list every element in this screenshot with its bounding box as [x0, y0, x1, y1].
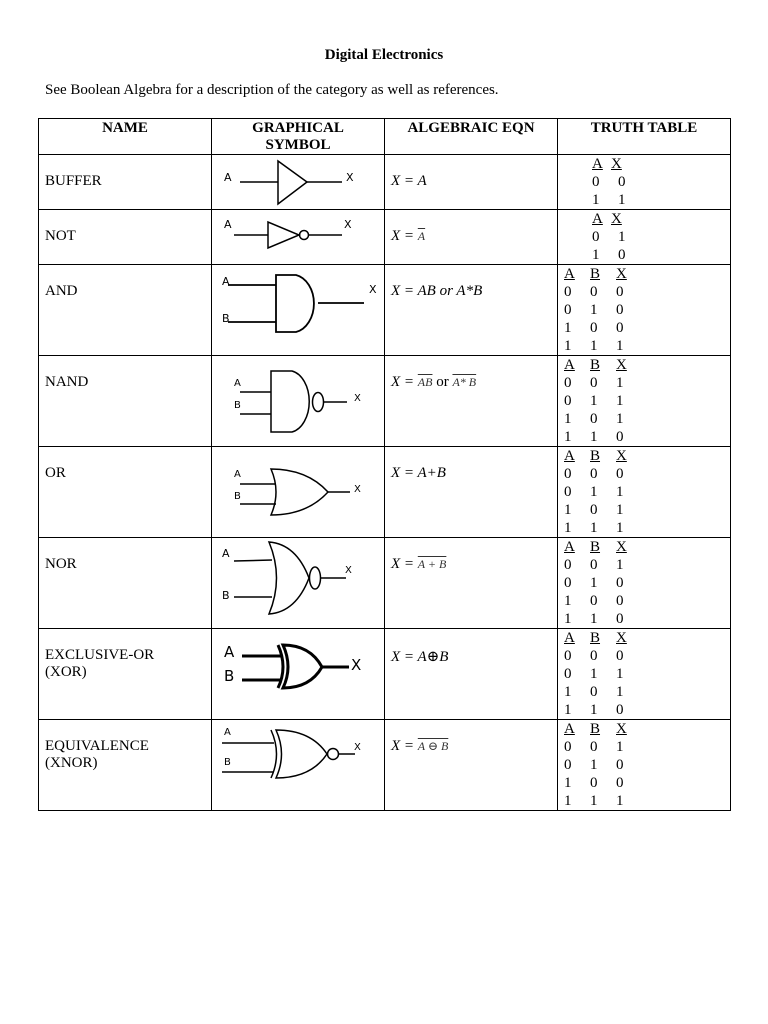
truth-table-cell — [558, 155, 731, 210]
eqn-prefix: X = — [391, 649, 418, 665]
and-gate-icon — [212, 265, 384, 355]
truth-value: 0 — [564, 575, 572, 591]
truth-table-row — [564, 738, 730, 756]
truth-value: 0 — [590, 684, 598, 700]
input-label-b: B — [234, 491, 241, 502]
truth-value: 1 — [616, 793, 624, 809]
truth-col: B — [590, 721, 601, 737]
or-gate-icon — [212, 447, 384, 537]
truth-table-cell — [558, 538, 731, 629]
truth-value: 0 — [590, 502, 598, 518]
truth-table-row — [564, 319, 730, 337]
truth-value: 1 — [590, 484, 598, 500]
truth-value: 1 — [564, 502, 572, 518]
gate-equation — [385, 447, 558, 538]
output-label-x: X — [351, 656, 362, 674]
truth-value: 0 — [564, 739, 572, 755]
truth-value: 0 — [590, 739, 598, 755]
truth-col: B — [590, 539, 601, 555]
truth-table-row — [564, 665, 730, 683]
truth-table — [564, 265, 730, 355]
intro-paragraph: See Boolean Algebra for a description of the category as well as references. — [45, 82, 499, 98]
truth-col: X — [616, 721, 627, 737]
gate-name-cell — [39, 210, 212, 265]
truth-table-header — [564, 356, 730, 374]
truth-table-row — [592, 246, 730, 264]
header-eqn: ALGEBRAIC EQN — [385, 119, 558, 155]
truth-value: 1 — [616, 666, 624, 682]
truth-value: 0 — [590, 557, 598, 573]
input-label-b: B — [224, 667, 235, 685]
truth-value: 0 — [564, 375, 572, 391]
eqn-expression: AB or A*B — [417, 283, 483, 299]
nor-gate-icon — [212, 538, 384, 627]
truth-value: 0 — [590, 466, 598, 482]
xnor-gate-icon — [212, 720, 384, 809]
input-label-a: A — [222, 547, 230, 560]
truth-value: 1 — [564, 793, 572, 809]
truth-table-cell — [558, 210, 731, 265]
truth-value: 0 — [616, 429, 624, 445]
truth-value: 1 — [590, 666, 598, 682]
truth-table-row — [564, 683, 730, 701]
truth-table-row — [564, 465, 730, 483]
truth-col: B — [590, 357, 601, 373]
truth-table-header — [564, 720, 730, 738]
gate-name: NOT — [45, 228, 76, 244]
gate-name: BUFFER — [45, 173, 102, 189]
truth-value: 0 — [590, 375, 598, 391]
gate-name-abbrev: (XNOR) — [45, 755, 98, 771]
truth-value: 0 — [590, 648, 598, 664]
truth-value: 1 — [616, 739, 624, 755]
truth-value: 0 — [616, 611, 624, 627]
input-label-a: A — [234, 469, 241, 480]
truth-value: 1 — [590, 338, 598, 354]
gate-symbol-cell — [212, 447, 385, 538]
header-symbol — [212, 119, 385, 155]
gate-symbol-cell — [212, 210, 385, 265]
input-label-b: B — [224, 757, 231, 768]
truth-value: 0 — [616, 702, 624, 718]
gate-name: NAND — [45, 374, 89, 390]
truth-col: X — [616, 357, 627, 373]
truth-value: 1 — [590, 302, 598, 318]
output-label-x: X — [354, 393, 361, 404]
table-row — [39, 629, 731, 720]
table-header-row — [39, 119, 731, 155]
truth-value: 1 — [616, 520, 624, 536]
gate-name-cell — [39, 538, 212, 629]
gate-name-cell — [39, 265, 212, 356]
truth-value: 0 — [564, 666, 572, 682]
truth-col: B — [590, 630, 601, 646]
truth-table-row — [564, 756, 730, 774]
gate-symbol-cell — [212, 356, 385, 447]
truth-value: 0 — [616, 466, 624, 482]
truth-value: 1 — [590, 702, 598, 718]
truth-table-row — [592, 228, 730, 246]
truth-table-row — [564, 556, 730, 574]
gate-name: EQUIVALENCE — [45, 738, 149, 754]
eqn-expression: A+B — [417, 465, 446, 481]
eqn-expression: A ⊖ B — [417, 739, 449, 753]
gate-name-cell — [39, 720, 212, 811]
table-row — [39, 720, 731, 811]
eqn-prefix: X = — [391, 374, 418, 390]
truth-table-row — [564, 610, 730, 628]
input-label-b: B — [234, 400, 241, 411]
truth-value: 0 — [590, 284, 598, 300]
truth-col: X — [611, 211, 622, 227]
gate-equation — [385, 155, 558, 210]
gate-name: EXCLUSIVE-OR — [45, 647, 155, 663]
truth-value: 0 — [590, 411, 598, 427]
truth-value: 0 — [590, 320, 598, 336]
output-label-x: X — [345, 565, 352, 576]
truth-value: 0 — [616, 284, 624, 300]
table-row — [39, 155, 731, 210]
truth-table-row — [564, 410, 730, 428]
truth-table-header — [592, 155, 630, 173]
truth-table-row — [564, 519, 730, 537]
truth-value: 0 — [564, 393, 572, 409]
truth-table-cell — [558, 629, 731, 720]
truth-table — [564, 210, 730, 264]
output-label-x: X — [369, 283, 377, 296]
truth-table-row — [564, 283, 730, 301]
table-row — [39, 265, 731, 356]
truth-value: 1 — [564, 338, 572, 354]
truth-value: 1 — [590, 429, 598, 445]
truth-col: B — [590, 266, 601, 282]
truth-col: A — [564, 630, 575, 646]
truth-value: 1 — [564, 411, 572, 427]
page-title: Digital Electronics — [324, 47, 444, 63]
gate-equation — [385, 356, 558, 447]
gate-symbol-cell — [212, 538, 385, 629]
truth-value: 1 — [616, 684, 624, 700]
truth-table — [564, 538, 730, 628]
eqn-prefix: X = — [391, 173, 418, 189]
gate-name-abbrev: (XOR) — [45, 664, 87, 680]
truth-value: 1 — [590, 393, 598, 409]
table-row — [39, 447, 731, 538]
input-label-a: A — [222, 275, 230, 288]
truth-value: 1 — [592, 247, 600, 263]
truth-value: 1 — [618, 229, 626, 245]
truth-table-cell — [558, 447, 731, 538]
header-symbol-line1: GRAPHICAL — [252, 120, 344, 136]
truth-table — [564, 447, 730, 537]
truth-value: 1 — [616, 393, 624, 409]
input-label-b: B — [222, 589, 230, 602]
truth-table-cell — [558, 356, 731, 447]
truth-value: 0 — [590, 593, 598, 609]
eqn-expression-alt: A* B — [452, 375, 477, 389]
logic-gates-table — [38, 118, 731, 811]
truth-table-header — [564, 265, 730, 283]
truth-table-row — [564, 374, 730, 392]
output-label-x: X — [354, 484, 361, 495]
truth-value: 0 — [564, 648, 572, 664]
truth-col: B — [590, 448, 601, 464]
truth-table-header — [564, 447, 730, 465]
truth-table — [564, 720, 730, 810]
gate-equation — [385, 210, 558, 265]
truth-table-cell — [558, 265, 731, 356]
truth-col: A — [592, 211, 603, 227]
table-row — [39, 356, 731, 447]
truth-value: 0 — [590, 775, 598, 791]
gate-name-cell — [39, 155, 212, 210]
eqn-expression: A — [417, 173, 427, 189]
truth-value: 0 — [616, 757, 624, 773]
truth-value: 0 — [564, 284, 572, 300]
truth-col: A — [564, 266, 575, 282]
eqn-prefix: X = — [391, 556, 418, 572]
gate-symbol-cell — [212, 629, 385, 720]
gate-equation — [385, 265, 558, 356]
truth-table-row — [564, 392, 730, 410]
truth-table — [564, 155, 730, 209]
truth-value: 1 — [616, 411, 624, 427]
nand-gate-icon — [212, 356, 384, 446]
truth-value: 0 — [618, 247, 626, 263]
truth-col: A — [564, 448, 575, 464]
truth-value: 0 — [564, 302, 572, 318]
truth-table-cell — [558, 720, 731, 811]
truth-value: 0 — [564, 757, 572, 773]
truth-col: X — [616, 448, 627, 464]
truth-table-row — [564, 428, 730, 446]
eqn-prefix: X = — [391, 228, 418, 244]
truth-value: 1 — [564, 684, 572, 700]
truth-value: 1 — [592, 192, 600, 208]
truth-table-row — [564, 592, 730, 610]
truth-value: 0 — [592, 174, 600, 190]
gate-name: OR — [45, 465, 66, 481]
eqn-or: or — [436, 374, 449, 390]
truth-value: 0 — [564, 557, 572, 573]
truth-table — [564, 629, 730, 719]
truth-value: 0 — [618, 174, 626, 190]
truth-table-row — [564, 301, 730, 319]
eqn-prefix: X = — [391, 738, 418, 754]
truth-value: 1 — [618, 192, 626, 208]
not-gate-icon — [212, 210, 384, 264]
truth-table-row — [592, 191, 730, 209]
truth-table-row — [564, 483, 730, 501]
truth-value: 1 — [616, 484, 624, 500]
truth-value: 0 — [616, 648, 624, 664]
eqn-expression: $\overline{AB}$ — [417, 375, 433, 389]
truth-table-header — [592, 210, 630, 228]
truth-col: X — [616, 266, 627, 282]
gate-name: NOR — [45, 556, 77, 572]
input-label-a: A — [224, 727, 231, 738]
gate-equation — [385, 538, 558, 629]
truth-value: 0 — [616, 302, 624, 318]
truth-value: 1 — [590, 611, 598, 627]
truth-table-row — [564, 501, 730, 519]
truth-col: X — [616, 539, 627, 555]
gate-name-cell — [39, 447, 212, 538]
eqn-expression: A⊕B — [417, 649, 449, 665]
truth-value: 1 — [616, 557, 624, 573]
input-label-a: A — [234, 378, 241, 389]
truth-table-header — [564, 629, 730, 647]
truth-table — [564, 356, 730, 446]
truth-table-row — [592, 173, 730, 191]
truth-value: 1 — [616, 375, 624, 391]
eqn-prefix: X = — [391, 283, 418, 299]
truth-value: 1 — [564, 775, 572, 791]
truth-value: 1 — [590, 575, 598, 591]
truth-value: 0 — [564, 484, 572, 500]
truth-value: 1 — [564, 702, 572, 718]
truth-col: A — [564, 539, 575, 555]
table-row — [39, 538, 731, 629]
input-label-a: A — [224, 218, 232, 231]
xor-gate-icon — [212, 629, 384, 719]
truth-value: 1 — [564, 429, 572, 445]
truth-col: A — [564, 357, 575, 373]
table-row — [39, 210, 731, 265]
truth-table-row — [564, 647, 730, 665]
truth-col: X — [611, 156, 622, 172]
truth-table-row — [564, 574, 730, 592]
truth-table-row — [564, 792, 730, 810]
truth-value: 0 — [616, 775, 624, 791]
header-symbol-line2: SYMBOL — [265, 137, 331, 153]
input-label-b: B — [222, 312, 230, 325]
eqn-expression: $\overline{A}$ — [417, 229, 426, 243]
gate-equation — [385, 629, 558, 720]
truth-value: 1 — [616, 502, 624, 518]
input-label-a: A — [224, 171, 232, 184]
truth-col: X — [616, 630, 627, 646]
gate-name: AND — [45, 283, 78, 299]
truth-value: 1 — [590, 520, 598, 536]
truth-value: 1 — [564, 520, 572, 536]
gate-symbol-cell — [212, 720, 385, 811]
gate-name-cell — [39, 356, 212, 447]
truth-value: 1 — [564, 593, 572, 609]
gate-symbol-cell — [212, 155, 385, 210]
truth-table-row — [564, 701, 730, 719]
truth-value: 1 — [590, 757, 598, 773]
truth-table-header — [564, 538, 730, 556]
eqn-prefix: X = — [391, 465, 418, 481]
truth-value: 0 — [616, 575, 624, 591]
truth-value: 0 — [616, 593, 624, 609]
output-label-x: X — [346, 171, 354, 184]
gate-name-cell — [39, 629, 212, 720]
truth-value: 0 — [564, 466, 572, 482]
output-label-x: X — [354, 742, 361, 753]
truth-value: 1 — [564, 320, 572, 336]
truth-table-row — [564, 774, 730, 792]
header-truth: TRUTH TABLE — [558, 119, 731, 155]
truth-value: 0 — [616, 320, 624, 336]
truth-value: 1 — [616, 338, 624, 354]
truth-value: 0 — [592, 229, 600, 245]
truth-table-row — [564, 337, 730, 355]
truth-col: A — [564, 721, 575, 737]
gate-symbol-cell — [212, 265, 385, 356]
truth-col: A — [592, 156, 603, 172]
output-label-x: X — [344, 218, 352, 231]
gate-equation — [385, 720, 558, 811]
buffer-gate-icon — [212, 155, 384, 210]
input-label-a: A — [224, 643, 235, 661]
header-name: NAME — [39, 119, 212, 155]
truth-value: 1 — [564, 611, 572, 627]
truth-value: 1 — [590, 793, 598, 809]
eqn-expression: A + B — [417, 557, 447, 571]
